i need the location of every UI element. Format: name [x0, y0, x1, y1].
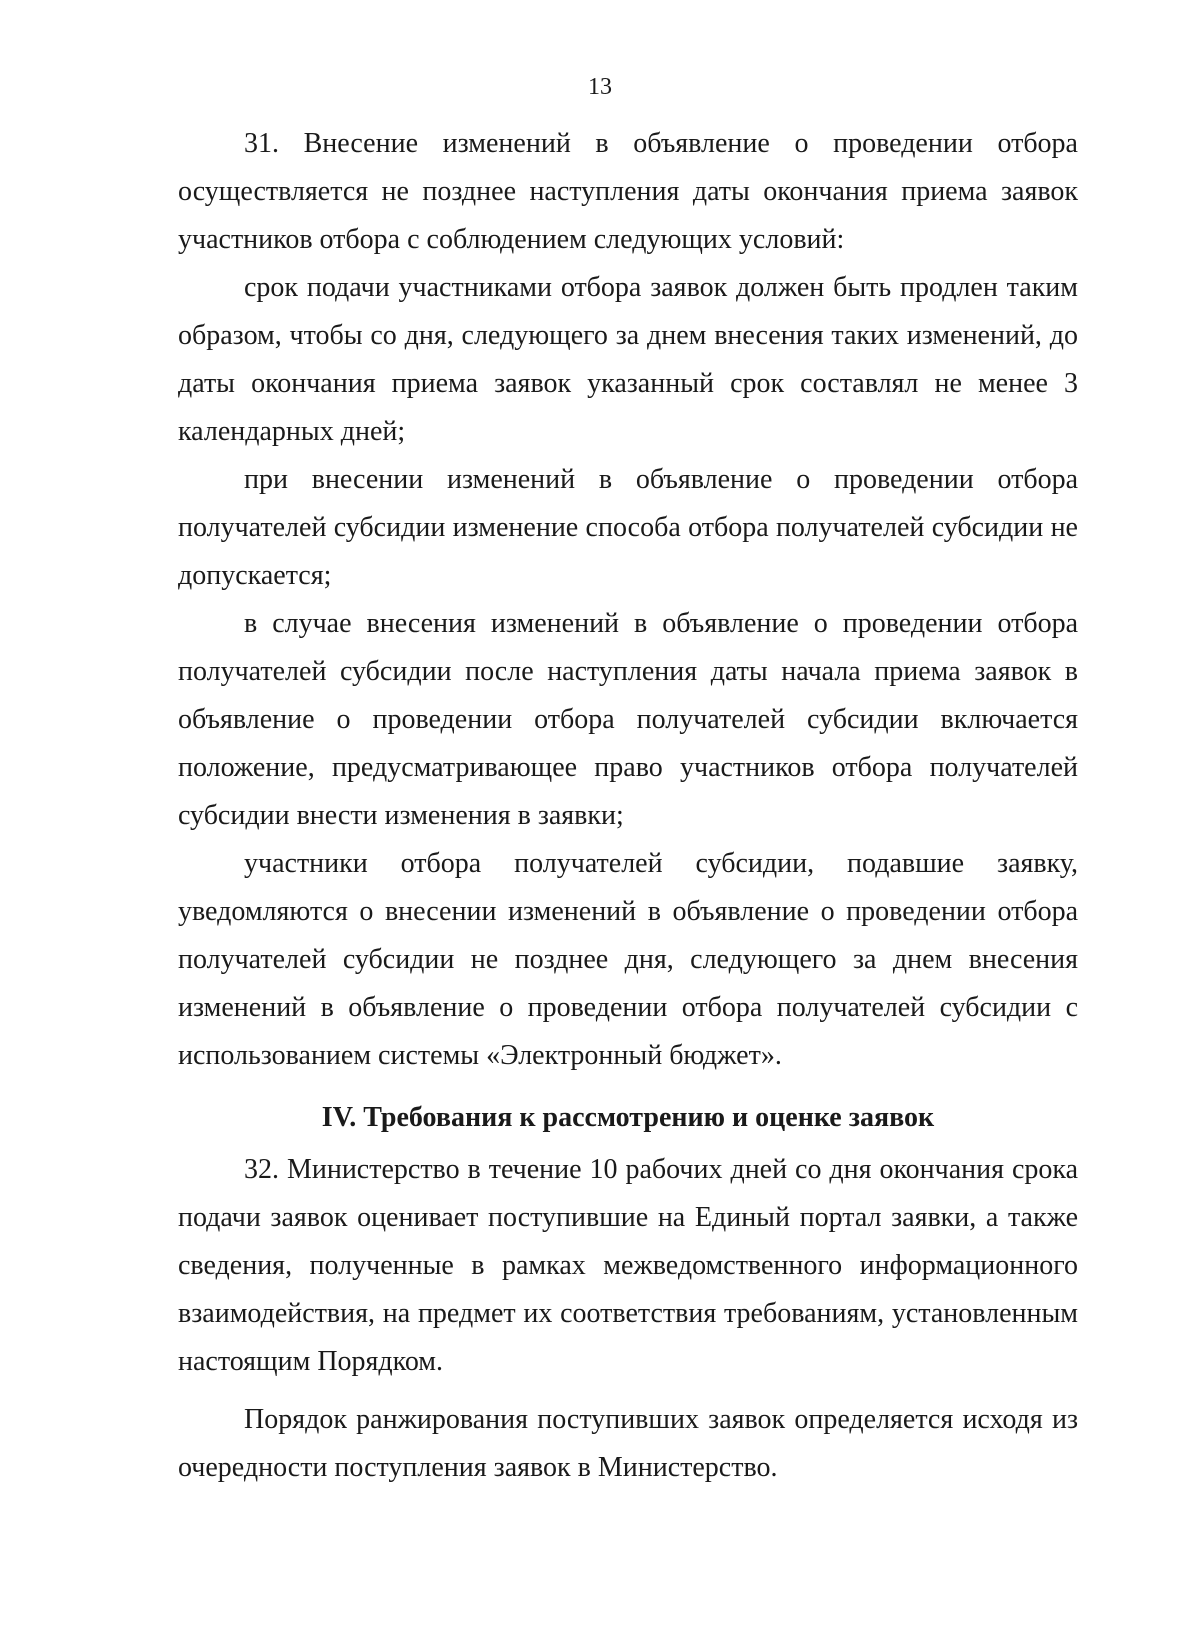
page-number: 13: [588, 74, 612, 100]
section-heading: IV. Требования к рассмотрению и оценке заявок: [321, 1102, 935, 1133]
paragraph-31: 31. Внесение изменений в объявление о проведении отбора осуществляется не позднее наступления даты окончания приема заявок участников отбора с соблюдением следующих условий:: [178, 128, 1078, 255]
paragraph-32: 32. Министерство в течение 10 рабочих дней со дня окончания срока подачи заявок оценивает поступившие на Единый портал заявки, а также сведения, полученные в рамках межведомственного информационного взаимодействия, на предмет их соответствия требованиям, установленным настоящим Порядком.: [178, 1154, 1078, 1377]
paragraph-condition-deadline: срок подачи участниками отбора заявок должен быть продлен таким образом, чтобы со дня, следующего за днем внесения таких изменений, до даты окончания приема заявок указанный срок составлял не менее 3 календарных дней;: [178, 272, 1078, 447]
paragraph-condition-method: при внесении изменений в объявление о проведении отбора получателей субсидии изменение способа отбора получателей субсидии не допускается;: [178, 464, 1078, 591]
paragraph-condition-amendment: в случае внесения изменений в объявление о проведении отбора получателей субсидии после наступления даты начала приема заявок в объявление о проведении отбора получателей субсидии включается положение, предусматривающее право участников отбора получателей субсидии внести изменения в заявки;: [178, 608, 1078, 831]
paragraph-ranking: Порядок ранжирования поступивших заявок определяется исходя из очередности поступления заявок в Министерство.: [178, 1404, 1078, 1483]
paragraph-condition-notification: участники отбора получателей субсидии, подавшие заявку, уведомляются о внесении изменений в объявление о проведении отбора получателей субсидии не позднее дня, следующего за днем внесения изменений в объявление о проведении отбора получателей субсидии с использованием системы «Электронный бюджет».: [178, 848, 1078, 1071]
paragraph-gap: [178, 1386, 1078, 1396]
document-body: [178, 120, 1078, 1492]
